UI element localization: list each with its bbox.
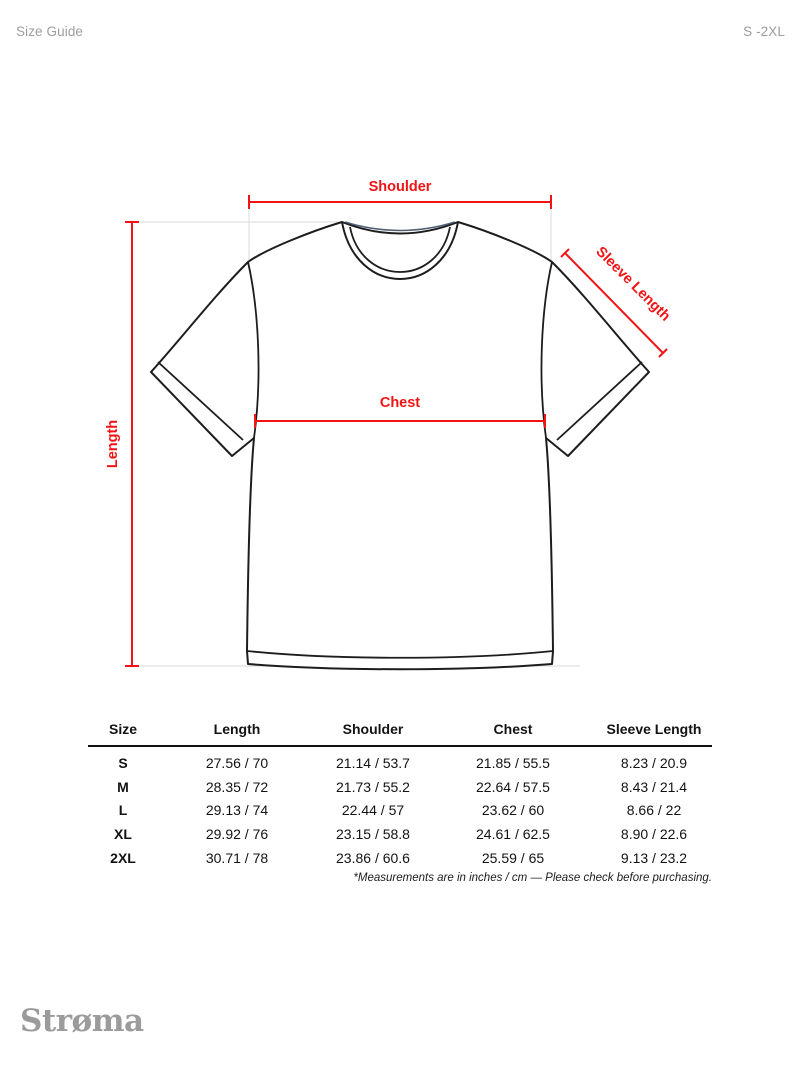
brand-logo: Strøma [20,1003,144,1039]
shoulder-value: 21.14 / 53.7 [336,754,410,771]
size-range-label: S -2XL [743,24,785,39]
chest-value: 21.85 / 55.5 [476,754,550,771]
table-row [88,822,712,846]
sleeve-length-measure-label: Sleeve Length [592,243,674,325]
size-table-header-row [88,716,712,742]
tshirt-outline [151,222,649,669]
shoulder-measure-label: Shoulder [368,179,432,195]
size-value: M [117,778,129,795]
measurements-footnote: *Measurements are in inches / cm — Please check before purchasing. [353,872,712,884]
size-value: XL [114,826,132,843]
length-value: 29.92 / 76 [205,826,269,843]
col-header-sleeve-length: Sleeve Length [606,721,702,737]
shoulder-value: 21.73 / 55.2 [336,778,410,795]
col-header-length: Length [213,721,261,737]
length-measure-label: Length [105,419,121,469]
table-row [88,775,712,799]
table-row [88,846,712,870]
sleeve-length-value: 8.66 / 22 [626,802,682,819]
col-header-size: Size [108,721,137,737]
size-value: S [118,754,128,771]
chest-value: 25.59 / 65 [481,850,545,867]
length-value: 29.13 / 74 [205,802,269,819]
chest-measure-label: Chest [379,395,421,411]
sleeve-length-value: 8.90 / 22.6 [620,826,688,843]
col-header-chest: Chest [493,721,533,737]
length-value: 27.56 / 70 [205,754,269,771]
length-value: 28.35 / 72 [205,778,269,795]
chest-value: 22.64 / 57.5 [476,778,550,795]
sleeve-length-value: 9.13 / 23.2 [620,850,688,867]
chest-value: 24.61 / 62.5 [476,826,550,843]
page-title: Size Guide [16,24,84,39]
table-row [88,799,712,823]
length-value: 30.71 / 78 [205,850,269,867]
shoulder-value: 22.44 / 57 [341,802,405,819]
size-value: L [118,802,128,819]
shoulder-value: 23.15 / 58.8 [336,826,410,843]
size-value: 2XL [110,850,136,867]
shoulder-value: 23.86 / 60.6 [336,850,410,867]
size-table [88,716,712,870]
table-row [88,751,712,775]
chest-value: 23.62 / 60 [481,802,545,819]
sleeve-length-value: 8.23 / 20.9 [620,754,688,771]
table-divider [88,745,712,747]
col-header-shoulder: Shoulder [342,721,404,737]
sleeve-length-value: 8.43 / 21.4 [620,778,688,795]
